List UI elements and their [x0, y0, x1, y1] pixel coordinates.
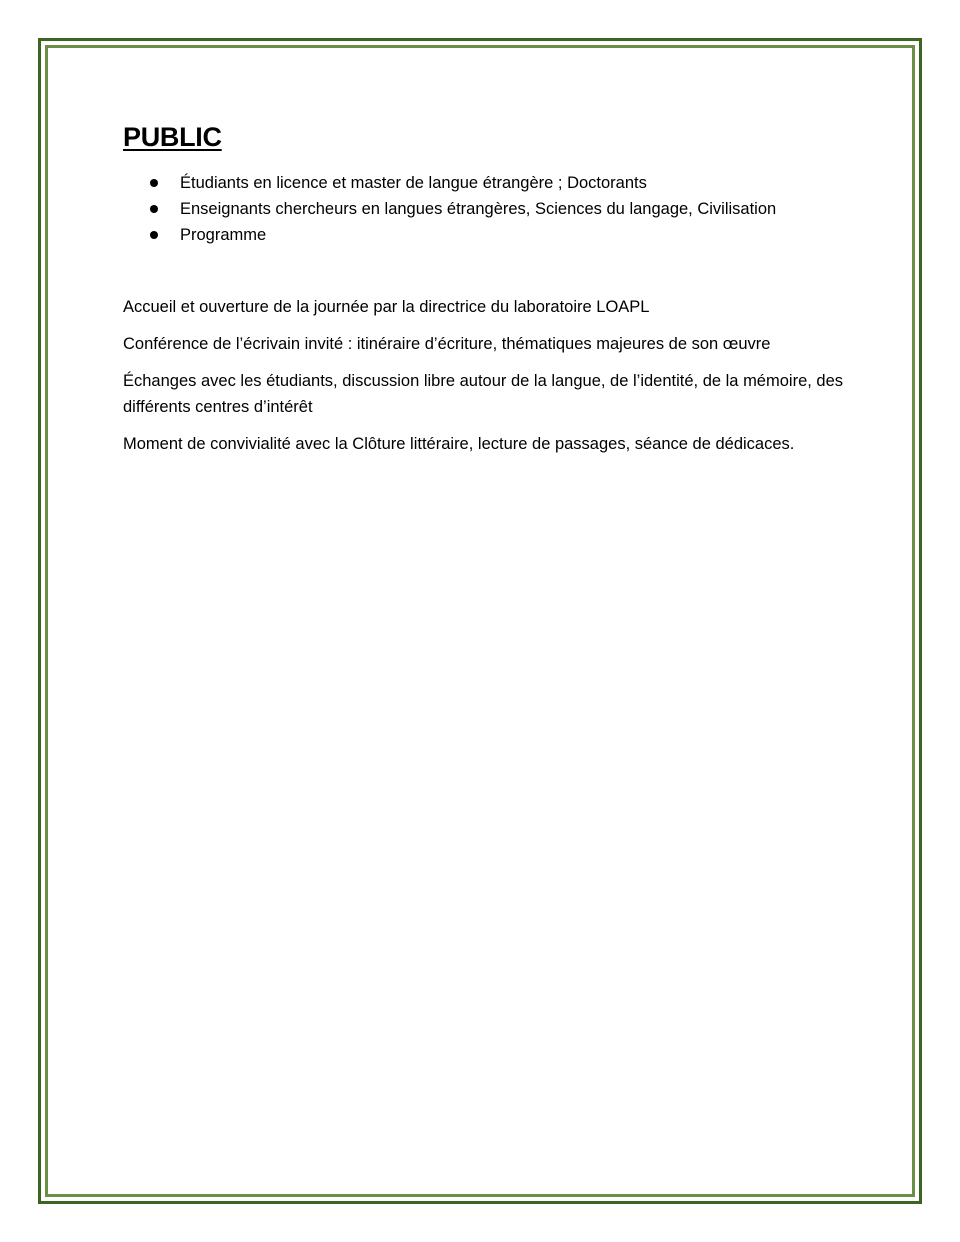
bullet-icon — [150, 179, 158, 187]
audience-bullet-list — [123, 170, 843, 248]
bullet-icon — [150, 231, 158, 239]
bullet-item — [123, 222, 843, 248]
program-paragraph: Accueil et ouverture de la journée par la directrice du laboratoire LOAPL — [123, 298, 650, 316]
bullet-item — [123, 196, 843, 222]
program-paragraph: Moment de convivialité avec la Clôture littéraire, lecture de passages, séance de dédicaces. — [123, 435, 795, 453]
document-content — [123, 118, 843, 468]
section-heading: PUBLIC — [123, 122, 222, 152]
program-paragraph: Conférence de l’écrivain invité : itinéraire d’écriture, thématiques majeures de son œuvre — [123, 335, 771, 353]
bullet-item-text: Étudiants en licence et master de langue étrangère ; Doctorants — [180, 174, 647, 192]
program-paragraphs — [123, 294, 843, 457]
bullet-item-text: Enseignants chercheurs en langues étrangères, Sciences du langage, Civilisation — [180, 200, 777, 218]
program-paragraph: Échanges avec les étudiants, discussion libre autour de la langue, de l’identité, de la mémoire, des différents centres d’intérêt — [123, 372, 844, 416]
bullet-item-text: Programme — [180, 226, 267, 244]
bullet-icon — [150, 205, 158, 213]
bullet-item — [123, 170, 843, 196]
